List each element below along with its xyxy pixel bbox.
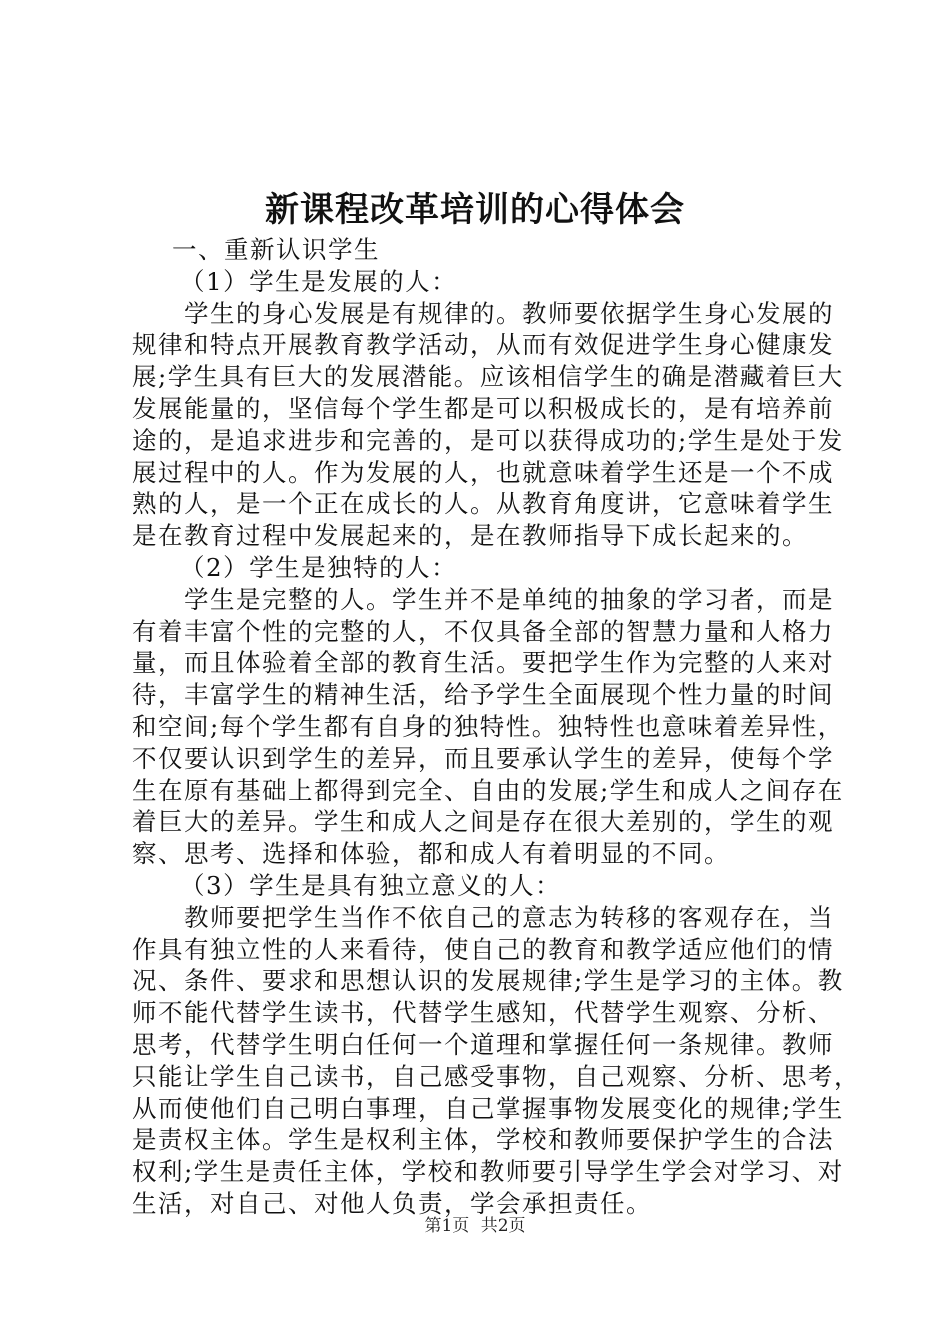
paragraph-line: 况、条件、要求和思想认识的发展规律;学生是学习的主体。教 bbox=[132, 966, 844, 996]
subsection-heading: （2）学生是独特的人： bbox=[180, 552, 458, 582]
paragraph-line: 量，而且体验着全部的教育生活。要把学生作为完整的人来对 bbox=[132, 648, 834, 678]
paragraph-line: 权利;学生是责任主体，学校和教师要引导学生学会对学习、对 bbox=[132, 1157, 844, 1187]
document-body bbox=[132, 234, 860, 1220]
paragraph-line: 学生的身心发展是有规律的。教师要依据学生身心发展的 bbox=[184, 298, 834, 328]
paragraph-line: 展过程中的人。作为发展的人，也就意味着学生还是一个不成 bbox=[132, 457, 834, 487]
paragraph-line: 有着丰富个性的完整的人，不仅具备全部的智慧力量和人格力 bbox=[132, 616, 834, 646]
paragraph-line: 察、思考、选择和体验，都和成人有着明显的不同。 bbox=[132, 839, 730, 869]
section-heading: 一、重新认识学生 bbox=[172, 235, 380, 264]
page-footer bbox=[0, 1214, 950, 1238]
paragraph-line: 着巨大的差异。学生和成人之间是存在很大差别的，学生的观 bbox=[132, 807, 834, 837]
subsection-heading: （1）学生是发展的人： bbox=[180, 266, 458, 296]
paragraph-line: 生活，对自己、对他人负责，学会承担责任。 bbox=[132, 1188, 652, 1218]
paragraph-line: 思考，代替学生明白任何一个道理和掌握任何一条规律。教师 bbox=[132, 1029, 834, 1059]
paragraph-line: 教师要把学生当作不依自己的意志为转移的客观存在，当 bbox=[184, 902, 834, 932]
paragraph-line: 规律和特点开展教育教学活动，从而有效促进学生身心健康发 bbox=[132, 330, 834, 360]
paragraph-line: 是责权主体。学生是权利主体，学校和教师要保护学生的合法 bbox=[132, 1125, 834, 1155]
paragraph-line: 学生是完整的人。学生并不是单纯的抽象的学习者，而是 bbox=[184, 584, 834, 614]
document-title: 新课程改革培训的心得体会 bbox=[265, 190, 685, 230]
paragraph-line: 发展能量的，坚信每个学生都是可以积极成长的，是有培养前 bbox=[132, 393, 834, 423]
paragraph-line: 作具有独立性的人来看待，使自己的教育和教学适应他们的情 bbox=[132, 934, 834, 964]
paragraph-line: 待，丰富学生的精神生活，给予学生全面展现个性力量的时间 bbox=[132, 680, 834, 710]
paragraph-line: 不仅要认识到学生的差异，而且要承认学生的差异，使每个学 bbox=[132, 743, 834, 773]
paragraph-line: 师不能代替学生读书，代替学生感知，代替学生观察、分析、 bbox=[132, 998, 834, 1028]
paragraph-line: 从而使他们自己明白事理，自己掌握事物发展变化的规律;学生 bbox=[132, 1093, 844, 1123]
page-total: 共2页 bbox=[480, 1216, 526, 1236]
subsection-heading: （3）学生是具有独立意义的人： bbox=[180, 870, 562, 900]
paragraph-line: 只能让学生自己读书，自己感受事物，自己观察、分析、思考， bbox=[132, 1061, 860, 1091]
paragraph-line: 展;学生具有巨大的发展潜能。应该相信学生的确是潜藏着巨大 bbox=[132, 362, 844, 392]
paragraph-line: 是在教育过程中发展起来的，是在教师指导下成长起来的。 bbox=[132, 521, 808, 551]
page-number: 第1页 bbox=[424, 1216, 470, 1236]
paragraph-line: 生在原有基础上都得到完全、自由的发展;学生和成人之间存在 bbox=[132, 775, 844, 805]
paragraph-line: 和空间;每个学生都有自身的独特性。独特性也意味着差异性， bbox=[132, 711, 844, 741]
paragraph-line: 途的，是追求进步和完善的，是可以获得成功的;学生是处于发 bbox=[132, 425, 844, 455]
paragraph-line: 熟的人，是一个正在成长的人。从教育角度讲，它意味着学生 bbox=[132, 489, 834, 519]
